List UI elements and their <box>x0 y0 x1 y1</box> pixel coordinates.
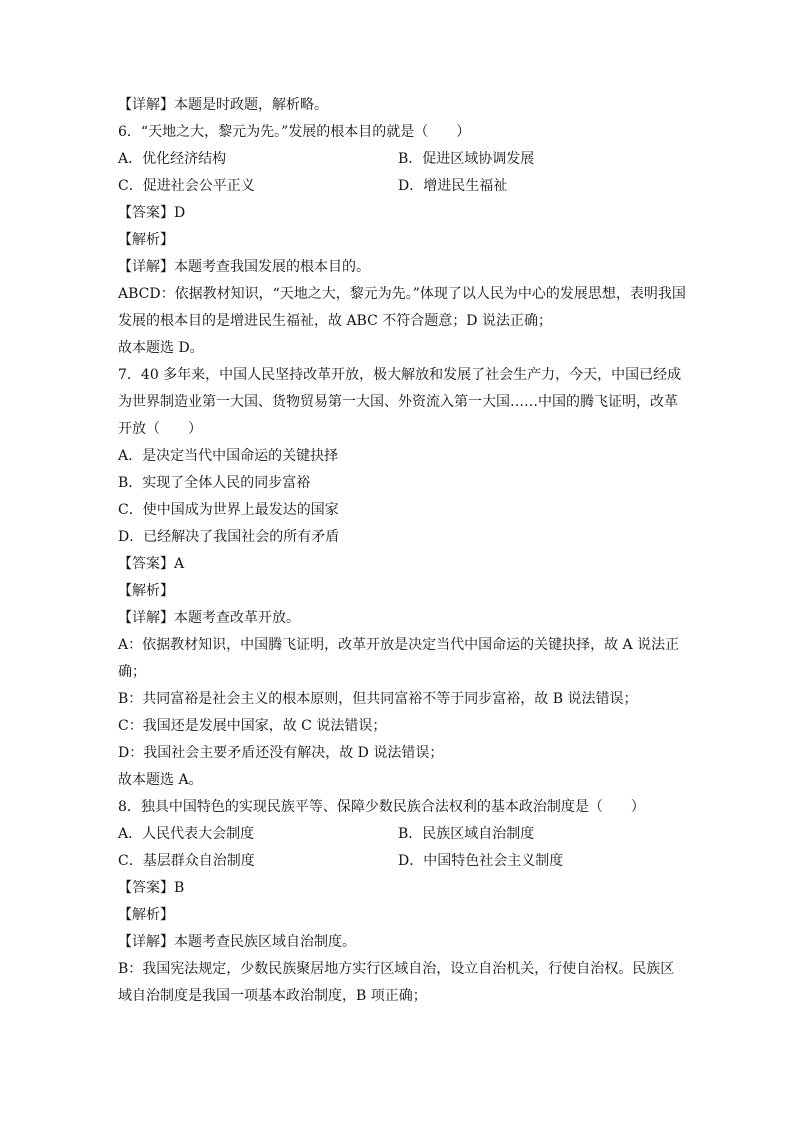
question-7-explanation-c: C：我国还是发展中国家，故 C 说法错误； <box>118 718 387 734</box>
answer-label: 【答案】 <box>118 205 174 221</box>
question-7-stem-1: 7．40 多年来，中国人民坚持改革开放，极大解放和发展了社会生产力，今天，中国已经成 <box>118 367 682 383</box>
question-7-option-a: A．是决定当代中国命运的关键抉择 <box>118 448 339 464</box>
question-7-conclusion: 故本题选 A。 <box>118 772 203 788</box>
question-6-option-d: D．增进民生福祉 <box>398 178 508 194</box>
detail-label: 【详解】 <box>118 259 174 275</box>
question-8-options-row-1 <box>118 821 678 848</box>
question-6-analysis-label: 【解析】 <box>118 232 174 248</box>
question-7-explanation-d: D：我国社会主要矛盾还没有解决，故 D 说法错误； <box>118 745 444 761</box>
question-6-conclusion: 故本题选 D。 <box>118 340 204 356</box>
answer-label: 【答案】 <box>118 556 174 572</box>
question-7-explanation-a-2: 确； <box>118 664 146 680</box>
question-8-option-b: B．民族区域自治制度 <box>398 826 535 842</box>
question-7-analysis-label: 【解析】 <box>118 583 174 599</box>
detail-label: 【详解】 <box>118 610 174 626</box>
question-6-options-row-1 <box>118 146 678 173</box>
question-7-option-d: D．已经解决了我国社会的所有矛盾 <box>118 529 340 545</box>
question-7-detail <box>118 605 678 632</box>
question-6-explanation-2: 发展的根本目的是增进民生福祉，故 ABC 不符合题意；D 说法正确； <box>118 313 552 329</box>
question-7-stem-2: 为世界制造业第一大国、货物贸易第一大国、外资流入第一大国……中国的腾飞证明，改革 <box>118 394 678 410</box>
question-6-option-b: B．促进区域协调发展 <box>398 151 535 167</box>
detail-text: 本题考查民族区域自治制度。 <box>174 934 356 950</box>
question-6-explanation-1: ABCD：依据教材知识，“天地之大，黎元为先。”体现了以人民为中心的发展思想，表明我国 <box>118 286 686 302</box>
question-8-explanation-b-1: B：我国宪法规定，少数民族聚居地方实行区域自治，设立自治机关，行使自治权。民族区 <box>118 961 675 977</box>
question-7-option-b: B．实现了全体人民的同步富裕 <box>118 475 311 491</box>
document-content <box>118 92 686 1010</box>
question-6-option-a: A．优化经济结构 <box>118 151 227 167</box>
question-8-detail <box>118 929 678 956</box>
question-6-option-c: C．促进社会公平正义 <box>118 178 255 194</box>
question-8-options-row-2 <box>118 848 678 875</box>
answer-value: A <box>174 556 185 572</box>
question-7-explanation-b: B：共同富裕是社会主义的根本原则，但共同富裕不等于同步富裕，故 B 说法错误； <box>118 691 638 707</box>
question-8-answer <box>118 875 678 902</box>
question-6-stem: 6．“天地之大，黎元为先。”发展的根本目的就是（ ） <box>118 124 471 140</box>
question-8-option-c: C．基层群众自治制度 <box>118 853 255 869</box>
answer-value: D <box>174 205 186 221</box>
question-8-explanation-b-2: 域自治制度是我国一项基本政治制度，B 项正确； <box>118 988 427 1004</box>
detail-text: 本题考查我国发展的根本目的。 <box>174 259 370 275</box>
answer-label: 【答案】 <box>118 880 174 896</box>
question-8-analysis-label: 【解析】 <box>118 907 174 923</box>
detail-text: 本题考查改革开放。 <box>174 610 300 626</box>
question-8-stem: 8．独具中国特色的实现民族平等、保障少数民族合法权利的基本政治制度是（ ） <box>118 799 645 815</box>
question-6-options-row-2 <box>118 173 678 200</box>
question-7-stem-3: 开放（ ） <box>118 421 202 437</box>
detail-line: 【详解】本题是时政题，解析略。 <box>118 97 328 113</box>
question-7-answer <box>118 551 678 578</box>
question-8-option-d: D．中国特色社会主义制度 <box>398 853 564 869</box>
question-8-option-a: A．人民代表大会制度 <box>118 826 255 842</box>
question-6-answer <box>118 200 678 227</box>
question-7-explanation-a-1: A：依据教材知识，中国腾飞证明，改革开放是决定当代中国命运的关键抉择，故 A 说法正 <box>118 637 680 653</box>
detail-label: 【详解】 <box>118 934 174 950</box>
question-7-option-c: C．使中国成为世界上最发达的国家 <box>118 502 339 518</box>
question-6-detail <box>118 254 678 281</box>
answer-value: B <box>174 880 185 896</box>
